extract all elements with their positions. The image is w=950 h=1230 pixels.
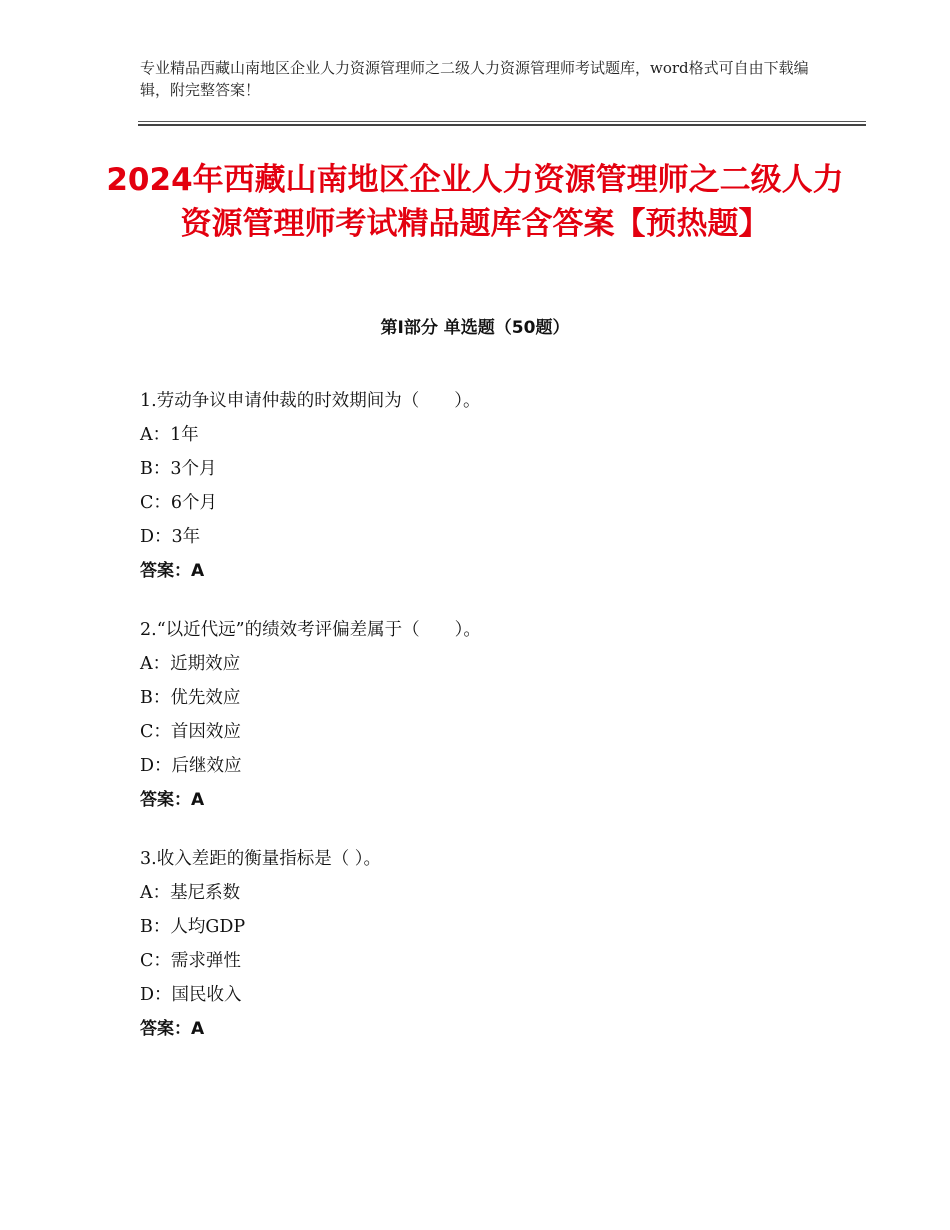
question-list	[140, 384, 840, 1071]
question-3	[140, 842, 840, 1046]
option-a: A：近期效应	[140, 654, 241, 674]
option-b: B：优先效应	[140, 688, 241, 708]
document-title: 2024年西藏山南地区企业人力资源管理师之二级人力资源管理师考试精品题库含答案【预热题】	[106, 162, 844, 242]
option-d: D：国民收入	[140, 985, 242, 1005]
answer-label: 答案：A	[140, 1019, 205, 1039]
header-note: 专业精品西藏山南地区企业人力资源管理师之二级人力资源管理师考试题库，word格式可自由下载编辑，附完整答案！	[140, 59, 809, 99]
option-a: A：1年	[140, 425, 199, 445]
option-b: B：3个月	[140, 459, 217, 479]
question-1	[140, 384, 840, 588]
section-heading: 第Ⅰ部分 单选题（50题）	[380, 318, 570, 338]
option-d: D：3年	[140, 527, 201, 547]
answer-label: 答案：A	[140, 561, 205, 581]
option-c: C：首因效应	[140, 722, 241, 742]
option-c: C：6个月	[140, 493, 218, 513]
option-c: C：需求弹性	[140, 951, 241, 971]
answer-label: 答案：A	[140, 790, 205, 810]
question-stem: 2.“以近代远”的绩效考评偏差属于（ ）。	[140, 620, 481, 640]
question-stem: 3.收入差距的衡量指标是（ ）。	[140, 849, 382, 869]
question-2	[140, 613, 840, 817]
header-divider-thick	[138, 124, 866, 126]
option-b: B：人均GDP	[140, 917, 246, 937]
option-d: D：后继效应	[140, 756, 242, 776]
question-stem: 1.劳动争议申请仲裁的时效期间为（ ）。	[140, 391, 481, 411]
header-divider-thin	[138, 121, 866, 122]
option-a: A：基尼系数	[140, 883, 241, 903]
